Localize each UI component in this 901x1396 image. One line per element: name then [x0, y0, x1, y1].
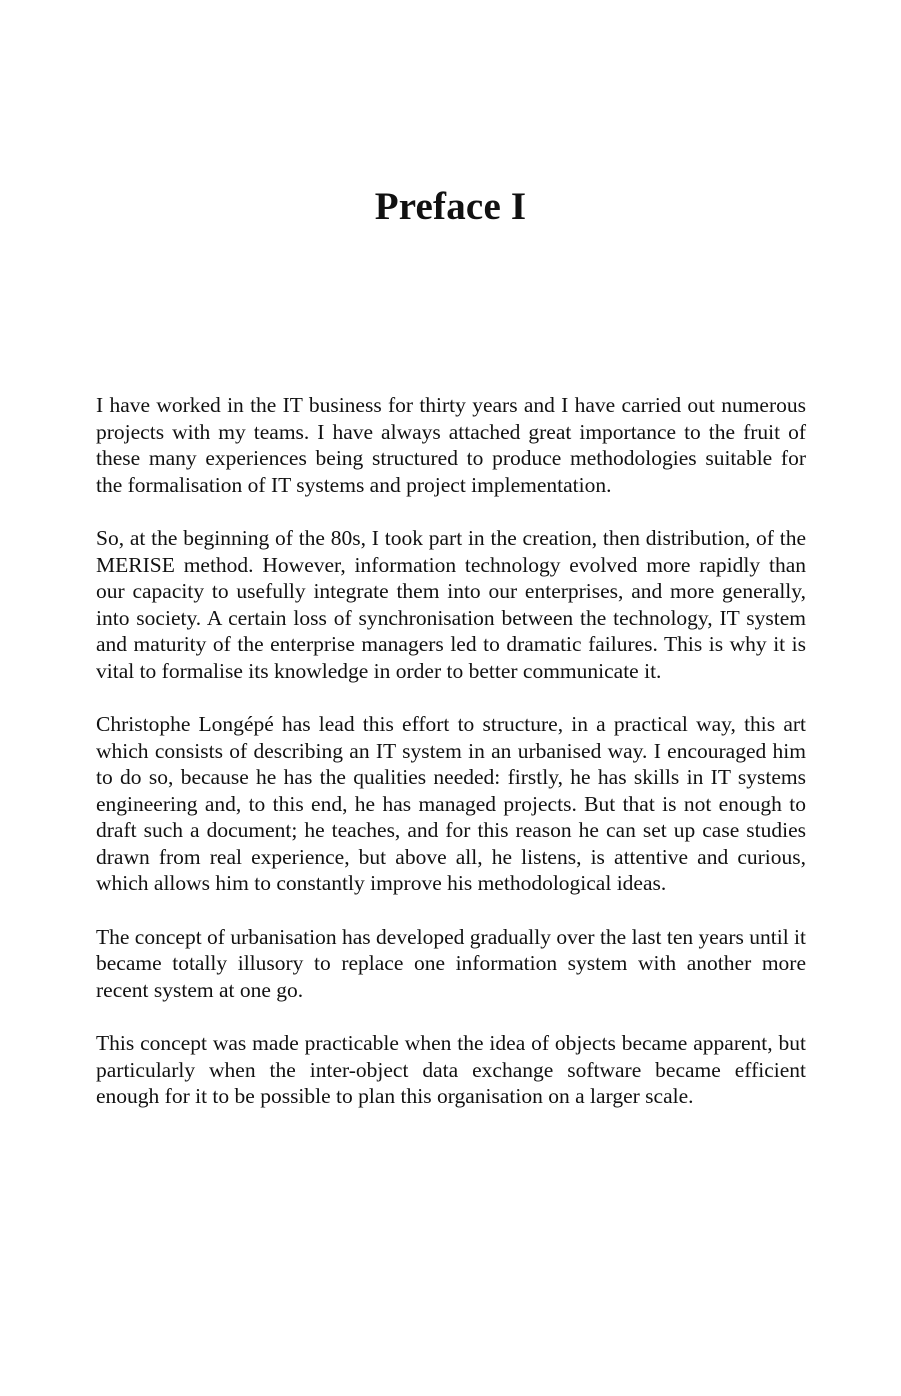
paragraph-5: This concept was made practicable when the idea of objects became apparent, but particularly when the inter-object data exchange software became efficient enough for it to be possible to plan this organisation on a larger scale.: [96, 1031, 806, 1108]
paragraph-2: So, at the beginning of the 80s, I took part in the creation, then distribution, of the MERISE method. However, information technology evolved more rapidly than our capacity to usefully integrate them into our enterprises, and more generally, into society. A certain loss of synchronisation between the technology, IT system and maturity of the enterprise managers led to dramatic failures. This is why it is vital to formalise its knowledge in order to better communicate it.: [96, 526, 806, 683]
body-text: [96, 392, 806, 1137]
paragraph-1: I have worked in the IT business for thirty years and I have carried out numerous projects with my teams. I have always attached great importance to the fruit of these many experiences being structured to produce methodologies suitable for the formalisation of IT systems and project implementation.: [96, 393, 806, 497]
page-title: Preface I: [374, 185, 527, 228]
paragraph-3: Christophe Longépé has lead this effort to structure, in a practical way, this art which consists of describing an IT system in an urbanised way. I encouraged him to do so, because he has the qualities needed: firstly, he has skills in IT systems engineering and, to this end, he has managed projects. But that is not enough to draft such a document; he teaches, and for this reason he can set up case studies drawn from real experience, but above all, he listens, is attentive and curious, which allows him to constantly improve his methodological ideas.: [96, 712, 806, 895]
paragraph-4: The concept of urbanisation has developed gradually over the last ten years until it became totally illusory to replace one information system with another more recent system at one go.: [96, 924, 806, 1002]
